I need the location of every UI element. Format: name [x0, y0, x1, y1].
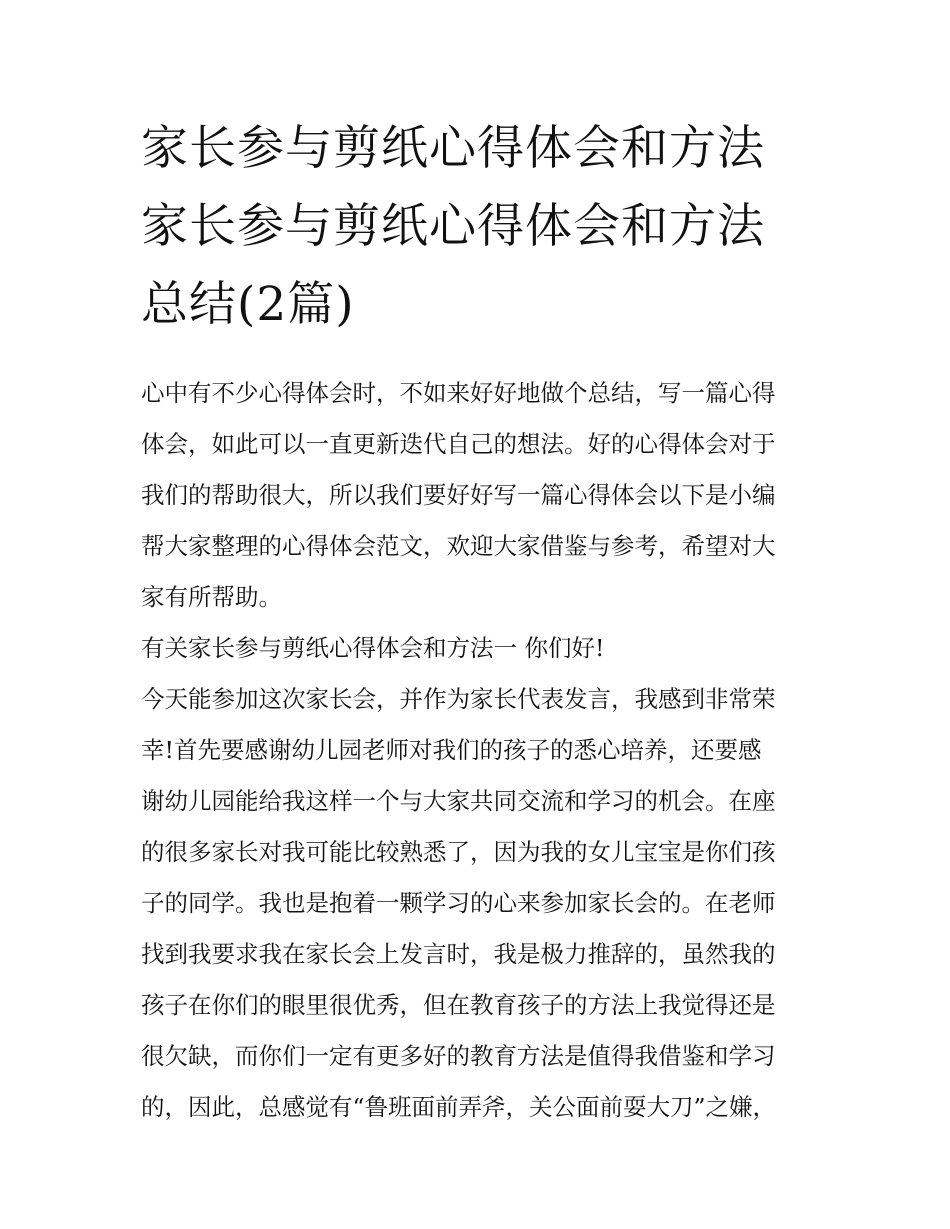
text-line: 谢幼儿园能给我这样一个与大家共同交流和学习的机会。在座 — [141, 787, 776, 815]
text-line: 子的同学。我也是抱着一颗学习的心来参加家长会的。在老师 — [141, 889, 776, 917]
text-line: 心中有不少心得体会时，不如来好好地做个总结，写一篇心得 — [141, 379, 776, 407]
text-line: 我们的帮助很大，所以我们要好好写一篇心得体会以下是小编 — [141, 481, 776, 509]
text-line: 有关家长参与剪纸心得体会和方法一 你们好! — [141, 634, 605, 662]
text-line: 找到我要求我在家长会上发言时，我是极力推辞的，虽然我的 — [141, 940, 776, 968]
text-line: 家有所帮助。 — [141, 583, 282, 611]
document-title — [141, 110, 811, 344]
intro-paragraph — [141, 368, 811, 623]
text-line: 的很多家长对我可能比较熟悉了，因为我的女儿宝宝是你们孩 — [141, 838, 776, 866]
title-line-3: 总结(2篇) — [141, 277, 355, 332]
text-line: 今天能参加这次家长会，并作为家长代表发言，我感到非常荣 — [141, 685, 776, 713]
text-line: 孩子在你们的眼里很优秀，但在教育孩子的方法上我觉得还是 — [141, 991, 776, 1019]
text-line: 的，因此，总感觉有“鲁班面前弄斧，关公面前耍大刀”之嫌， — [141, 1093, 777, 1121]
section-heading-paragraph — [141, 623, 811, 674]
title-line-2: 家长参与剪纸心得体会和方法 — [141, 199, 765, 254]
text-line: 幸!首先要感谢幼儿园老师对我们的孩子的悉心培养，还要感 — [141, 736, 762, 764]
title-line-1: 家长参与剪纸心得体会和方法 — [141, 121, 765, 176]
text-line: 体会，如此可以一直更新迭代自己的想法。好的心得体会对于 — [141, 430, 776, 458]
speech-paragraph — [141, 674, 811, 1133]
text-line: 很欠缺，而你们一定有更多好的教育方法是值得我借鉴和学习 — [141, 1042, 776, 1070]
text-line: 帮大家整理的心得体会范文，欢迎大家借鉴与参考，希望对大 — [141, 532, 776, 560]
document-page — [141, 110, 811, 1133]
document-body — [141, 368, 811, 1133]
